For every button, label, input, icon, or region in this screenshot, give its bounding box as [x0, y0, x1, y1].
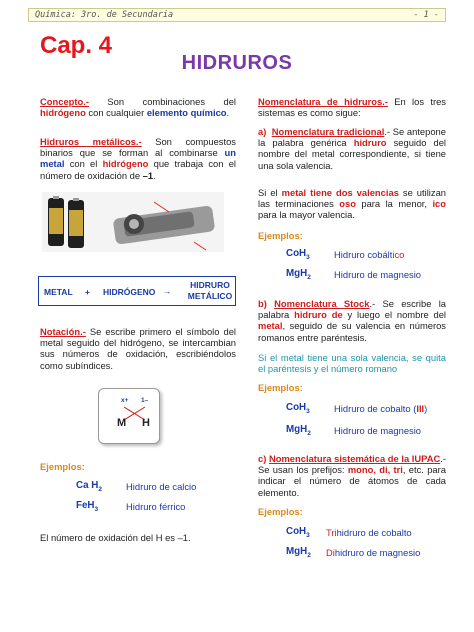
mh-h: H — [142, 417, 150, 429]
tradicional-paragraph: a) Nomenclatura tradicional.- Se antepone la palabra genérica hidruro seguido del nombre del metal correspondiente, si tiene una sola valencia. — [258, 126, 446, 171]
formula-mgh2-c: MgH$_2$ — [286, 546, 311, 559]
stock-label: Nomenclatura Stock — [274, 298, 370, 309]
box-plus: + — [85, 287, 90, 297]
tradicional-label: Nomenclatura tradicional — [271, 126, 385, 137]
iupac-label: Nomenclatura sistemática de la IUPAC — [268, 453, 441, 464]
oxidation-note: El número de oxidación del H es –1. — [40, 532, 191, 543]
nomenclatura-label: Nomenclatura de hidruros.- — [258, 96, 388, 107]
formula-coh3-c: CoH$_3$ — [286, 526, 310, 539]
mh-m: M — [117, 417, 127, 429]
name-mgh2-b: Hidruro de magnesio — [334, 425, 422, 436]
box-hidrogeno: HIDRÓGENO — [103, 287, 156, 297]
batteries-image — [42, 192, 224, 252]
name-coh3-c: Trihidruro de cobalto — [326, 527, 412, 538]
stock-paragraph: b) Nomenclatura Stock.- Se escribe la palabra hidruro de y luego el nombre del metal, seguido de su valencia en números romanos entre paréntesis. — [258, 298, 447, 343]
mh-notation-box — [98, 388, 160, 444]
hidruros-metalicos-paragraph: Hidruros metálicos.- Son compuestos binarios que se forman al combinarse un metal con el hidrógeno que trabaja con el número de oxidación de –1. — [40, 136, 236, 181]
name-mgh2-c: Dihidruro de magnesio — [326, 547, 421, 558]
header-subject: Química: 3ro. de Secundaria — [35, 10, 174, 20]
formula-feh3: FeH$_3$ — [76, 500, 99, 513]
formula-coh3-a: CoH$_3$ — [286, 248, 310, 261]
concepto-paragraph: Concepto.- Son combinaciones del hidrógeno con cualquier elemento químico. — [40, 96, 236, 119]
name-coh3-b: Hidruro de cobalto (III) — [334, 403, 428, 414]
notacion-paragraph: Notación.- Se escribe primero el símbolo del metal seguido del hidrógeno, se intercambian sus números de oxidación, escribiéndolos como subíndices. — [40, 326, 236, 371]
name-feh3: Hidruro férrico — [126, 501, 186, 512]
arrow-icon: → — [163, 286, 172, 296]
formula-coh3-b: CoH$_3$ — [286, 402, 310, 415]
hidruros-metalicos-label: Hidruros metálicos.- — [40, 136, 142, 147]
page-title: HIDRUROS — [181, 52, 293, 74]
left-ejemplos-label: Ejemplos: — [40, 461, 85, 472]
box-result-line1: HIDRURO — [190, 280, 230, 290]
stock-note: Si el metal tiene una sola valencia, se quita el paréntesis y el número romano — [258, 352, 446, 375]
mh-sup-right: 1– — [141, 397, 149, 404]
mh-sup-left: x+ — [121, 397, 129, 404]
formula-mgh2-a: MgH$_2$ — [286, 268, 311, 281]
header-page-number: - 1 - — [413, 10, 439, 20]
ejemplos-b-label: Ejemplos: — [258, 382, 303, 393]
box-result-line2: METÁLICO — [187, 291, 233, 301]
box-metal: METAL — [44, 287, 73, 297]
name-coh3-a: Hidruro cobáltico — [334, 249, 405, 260]
chapter-label: Cap. 4 — [40, 32, 113, 59]
formula-cah2: Ca $H_2$ — [76, 480, 102, 493]
metal-reaction-box — [38, 276, 236, 306]
nomenclatura-paragraph: Nomenclatura de hidruros.- En los tres sistemas es como sigue: — [258, 96, 446, 119]
name-mgh2-a: Hidruro de magnesio — [334, 269, 422, 280]
page-header — [28, 8, 446, 22]
concepto-label: Concepto.- — [40, 96, 89, 107]
notacion-label: Notación.- — [40, 326, 86, 337]
iupac-paragraph: c) Nomenclatura sistemática de la IUPAC.- Se usan los prefijos: mono, di, tri, etc. para indicar el número de átomos de cada elemento. — [258, 453, 446, 498]
ejemplos-c-label: Ejemplos: — [258, 506, 303, 517]
formula-mgh2-b: MgH$_2$ — [286, 424, 311, 437]
dos-valencias-paragraph: Si el metal tiene dos valencias se utilizan las terminaciones oso para la menor, ico para la mayor valencia. — [258, 187, 446, 221]
name-cah2: Hidruro de calcio — [126, 481, 197, 492]
ejemplos-a-label: Ejemplos: — [258, 230, 303, 241]
